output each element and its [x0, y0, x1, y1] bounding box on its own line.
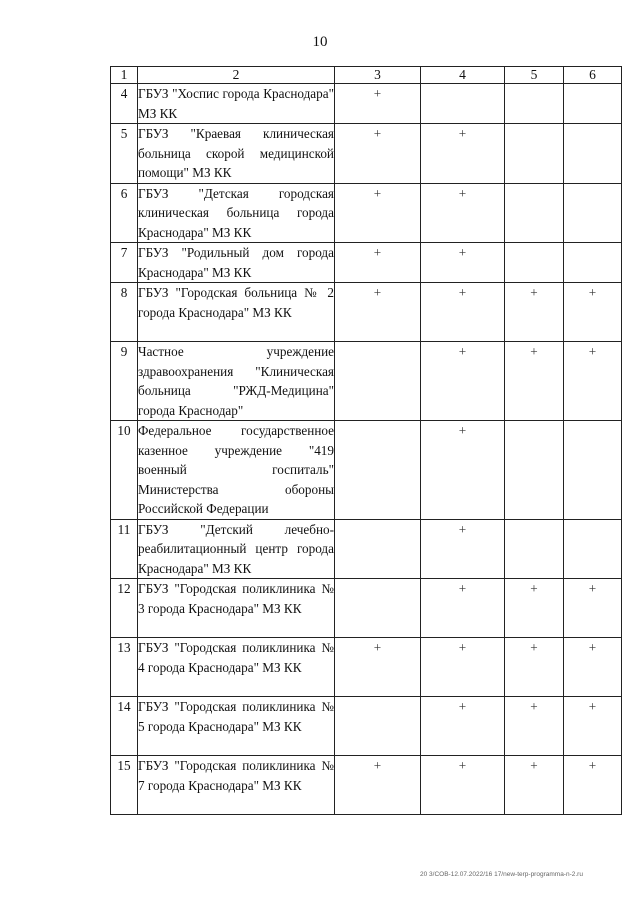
row-number: 11: [111, 519, 138, 579]
column-header: 4: [421, 67, 505, 84]
mark-col-5: +: [505, 697, 564, 756]
facility-name: Частное учреждение здравоохранения "Клиническая больница "РЖД-Медицина" города Краснодар": [138, 342, 335, 421]
mark-col-5: [505, 243, 564, 283]
row-number: 8: [111, 283, 138, 342]
mark-col-4: +: [421, 579, 505, 638]
row-number: 15: [111, 756, 138, 815]
mark-col-4: +: [421, 756, 505, 815]
facility-name: ГБУЗ "Городская поликлиника № 7 города Краснодара" МЗ КК: [138, 756, 335, 815]
table-row: [111, 638, 622, 697]
mark-col-3: +: [335, 84, 421, 124]
mark-col-4: +: [421, 243, 505, 283]
page-number: 10: [312, 34, 328, 50]
row-number: 6: [111, 183, 138, 243]
mark-col-3: [335, 519, 421, 579]
row-number: 4: [111, 84, 138, 124]
mark-col-3: [335, 579, 421, 638]
mark-col-3: [335, 697, 421, 756]
footer-reference: 20 3/COB-12.07.2022/16 17/new-terp-programma-n-2.ru: [420, 871, 583, 878]
mark-col-6: +: [564, 697, 622, 756]
row-number: 13: [111, 638, 138, 697]
mark-col-3: +: [335, 638, 421, 697]
mark-col-3: [335, 421, 421, 520]
mark-col-4: +: [421, 638, 505, 697]
table-row: [111, 84, 622, 124]
mark-col-5: +: [505, 342, 564, 421]
row-number: 9: [111, 342, 138, 421]
mark-col-5: [505, 183, 564, 243]
mark-col-3: +: [335, 124, 421, 184]
table-row: [111, 421, 622, 520]
table-row: [111, 697, 622, 756]
table-row: [111, 283, 622, 342]
table-row: [111, 124, 622, 184]
mark-col-3: +: [335, 756, 421, 815]
mark-col-3: +: [335, 283, 421, 342]
table-row: [111, 243, 622, 283]
row-number: 14: [111, 697, 138, 756]
mark-col-3: [335, 342, 421, 421]
table-header-row: [111, 67, 622, 84]
mark-col-3: +: [335, 243, 421, 283]
table-row: [111, 183, 622, 243]
facility-name: ГБУЗ "Городская поликлиника № 5 города Краснодара" МЗ КК: [138, 697, 335, 756]
mark-col-6: +: [564, 638, 622, 697]
table-row: [111, 519, 622, 579]
mark-col-6: +: [564, 342, 622, 421]
column-header: 1: [111, 67, 138, 84]
facility-name: ГБУЗ "Детский лечебно-реабилитационный центр города Краснодара" МЗ КК: [138, 519, 335, 579]
mark-col-6: [564, 84, 622, 124]
mark-col-5: +: [505, 579, 564, 638]
mark-col-4: +: [421, 283, 505, 342]
mark-col-6: [564, 183, 622, 243]
facility-name: ГБУЗ "Детская городская клиническая больница города Краснодара" МЗ КК: [138, 183, 335, 243]
mark-col-6: +: [564, 283, 622, 342]
facility-name: ГБУЗ "Городская больница № 2 города Краснодара" МЗ КК: [138, 283, 335, 342]
mark-col-4: +: [421, 697, 505, 756]
row-number: 10: [111, 421, 138, 520]
mark-col-5: +: [505, 638, 564, 697]
mark-col-6: [564, 124, 622, 184]
row-number: 5: [111, 124, 138, 184]
column-header: 5: [505, 67, 564, 84]
mark-col-4: +: [421, 124, 505, 184]
facility-name: ГБУЗ "Родильный дом города Краснодара" МЗ КК: [138, 243, 335, 283]
mark-col-5: +: [505, 756, 564, 815]
mark-col-5: [505, 84, 564, 124]
facility-name: ГБУЗ "Хоспис города Краснодара" МЗ КК: [138, 84, 335, 124]
mark-col-4: +: [421, 519, 505, 579]
facility-name: ГБУЗ "Городская поликлиника № 3 города Краснодара" МЗ КК: [138, 579, 335, 638]
facilities-table: [110, 66, 622, 815]
facility-name: ГБУЗ "Краевая клиническая больница скорой медицинской помощи" МЗ КК: [138, 124, 335, 184]
mark-col-6: [564, 243, 622, 283]
row-number: 7: [111, 243, 138, 283]
mark-col-6: [564, 519, 622, 579]
mark-col-6: [564, 421, 622, 520]
mark-col-4: +: [421, 421, 505, 520]
mark-col-6: +: [564, 579, 622, 638]
table-row: [111, 756, 622, 815]
facility-name: ГБУЗ "Городская поликлиника № 4 города Краснодара" МЗ КК: [138, 638, 335, 697]
mark-col-5: [505, 519, 564, 579]
row-number: 12: [111, 579, 138, 638]
table-row: [111, 342, 622, 421]
facility-name: Федеральное государственное казенное учреждение "419 военный госпиталь" Министерства обороны Российской Федерации: [138, 421, 335, 520]
mark-col-5: +: [505, 283, 564, 342]
column-header: 6: [564, 67, 622, 84]
mark-col-4: [421, 84, 505, 124]
column-header: 2: [138, 67, 335, 84]
mark-col-5: [505, 124, 564, 184]
column-header: 3: [335, 67, 421, 84]
mark-col-4: +: [421, 183, 505, 243]
table-row: [111, 579, 622, 638]
mark-col-3: +: [335, 183, 421, 243]
mark-col-6: +: [564, 756, 622, 815]
mark-col-4: +: [421, 342, 505, 421]
mark-col-5: [505, 421, 564, 520]
